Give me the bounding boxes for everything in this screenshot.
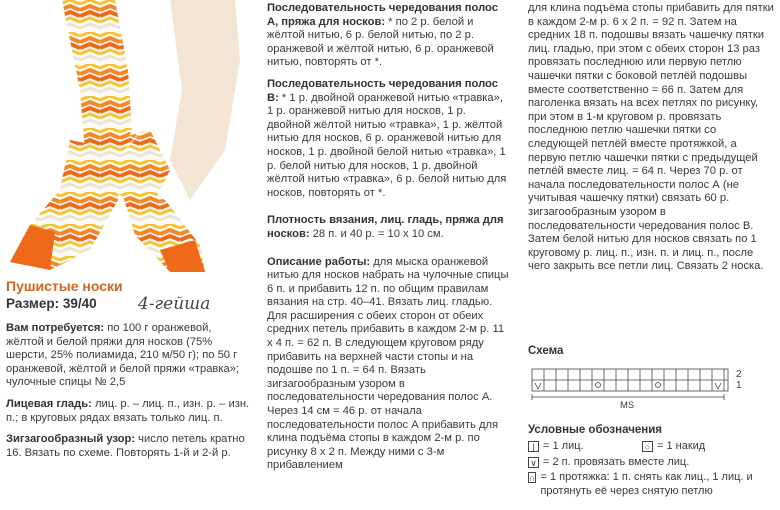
legend-row-knit	[528, 440, 778, 454]
zigzag-label: Зигзагообразный узор:	[6, 433, 136, 446]
column-3	[528, 2, 776, 282]
stockinette-paragraph	[6, 398, 251, 425]
zigzag-paragraph	[6, 433, 251, 460]
sequence-b-paragraph	[267, 78, 509, 200]
chart-row-2-label: 2	[736, 369, 742, 380]
work-label: Описание работы:	[267, 255, 371, 268]
legend-yo-text: = 1 накид	[657, 440, 706, 452]
legend-title: Условные обозначения	[528, 424, 663, 436]
product-size: Размер: 39/40	[6, 296, 97, 311]
legend-row-k2tog	[528, 456, 778, 470]
legend-k2tog-text: = 2 п. провязать вместе лиц.	[543, 455, 690, 468]
chart-row-1-label: 1	[736, 380, 742, 391]
chart-repeat-label: MS	[620, 400, 635, 411]
sequence-a-text: * по 2 р. белой и жёлтой нитью, 6 р. белой нитью, по 2 р. оранжевой и жёлтой нитью, 6 р. оранжевой нитью, повторять от *.	[267, 15, 494, 69]
skp-symbol-icon: ∩	[529, 473, 536, 483]
sequence-a-label: Последовательность чередования полос А, пряжа для носков:	[267, 2, 498, 28]
gauge-label: Плотность вязания, лиц. гладь, пряжа для носков:	[267, 214, 504, 240]
scheme-title: Схема	[528, 345, 564, 357]
materials-text: по 100 г оранжевой, жёлтой и белой пряжи для носков (75% шерсти, 25% полиамида, 210 м/50 г); по 50 г оранжевой, жёлтой и белой пряжи «травка»; чулочные спицы № 2,5	[6, 322, 240, 389]
sequence-b-text: * 1 р. двойной оранжевой нитью «травка», 1 р. оранжевой нитью для носков, 1 р. двойной жёлтой нитью «травка», 1 р. жёлтой нитью для носков, 6 р. оранжевой нитью для носков, 1 р. двойной белой нитью «травка», 1 р. белой нитью для носков, 1 р. двойной жёлтой нитью «травка», 6 р. белой нитью для носков, повторять от *.	[267, 91, 507, 199]
gauge-paragraph	[267, 214, 509, 241]
product-title: Пушистые носки	[6, 278, 123, 294]
signature: 4-гейша	[138, 294, 211, 314]
knitting-chart	[528, 363, 778, 424]
knit-symbol-icon: |	[528, 441, 539, 452]
yarn-over-symbol-icon: ○	[642, 441, 653, 452]
column-1	[6, 322, 251, 468]
stockinette-text: лиц. р. – лиц. п., изн. р. – изн. п.; в круговых рядах вязать только лиц. п.	[6, 397, 250, 424]
stockinette-label: Лицевая гладь:	[6, 397, 92, 410]
legend	[528, 440, 778, 500]
materials-label: Вам потребуется:	[6, 322, 105, 334]
continuation-paragraph: для клина подъёма стопы прибавить для пятки в каждом 2-м р. 6 х 2 п. = 92 п. Затем на средних 18 п. подошвы вязать чашечку пятки лиц. гладью, при этом с обеих сторон 13 раз провязать последнюю или первую петлю чашечки пятки с боковой петлёй подошвы вместе соответственно = 66 п. Затем для паголенка вязать на всех петлях по рисунку, при этом в 1-м круговом р. провязать последнюю петлю чашечки пятки со следующей петлёй вместе протяжкой, а первую петлю чашечки пятки с предыдущей петлёй вместе лиц. = 64 п. Через 70 р. от начала последовательности полос А (не учитывая чашечку пятки) связать 60 р. зигзагообразным узором в последовательности чередования полос В. Затем белой нитью для носков связать по 1 круговому р. лиц. п., изн. п. и лиц. п., после чего закрыть все петли лиц. Связать 2 носка.	[528, 2, 774, 273]
socks-photo	[0, 0, 255, 272]
sequence-a-paragraph	[267, 2, 509, 70]
gauge-text: 28 п. и 40 р. = 10 х 10 см.	[309, 227, 444, 240]
work-text: для мыска оранжевой нитью для носков набрать на чулочные спицы 6 п. и прибавить 12 п. по общим правилам вязания на стр. 40–41. Вязать лиц. гладью. Для расширения с обеих сторон от обеих средних петель прибавить в каждом 2-м р. 11 х 4 п. = 62 п. В следующем круговом ряду прибавить на верхней части стопы и на подошве по 1 п. = 64 п. Вязать зигзагообразным узором в последовательности чередования полос А. Через 14 см = 46 р. от начала последовательности полос А прибавить для клина подъёма стопы в каждом 2-м р. по рисунку 8 х 2 п. Между ними с 3-м прибавлением	[267, 255, 509, 472]
k2tog-symbol-icon: ∨	[528, 457, 539, 468]
sequence-b-label: Последовательность чередования полос В:	[267, 77, 498, 104]
materials-paragraph	[6, 322, 251, 390]
legend-knit-text: = 1 лиц.	[543, 440, 584, 452]
zigzag-text: число петель кратно 16. Вязать по схеме. Повторять 1-й и 2-й р.	[6, 433, 245, 459]
work-paragraph	[267, 256, 509, 474]
column-2	[267, 2, 509, 481]
legend-row-skp	[528, 471, 778, 498]
legend-skp-text: = 1 протяжка: 1 п. снять как лиц., 1 лиц. и протянуть её через снятую петлю	[540, 471, 753, 497]
